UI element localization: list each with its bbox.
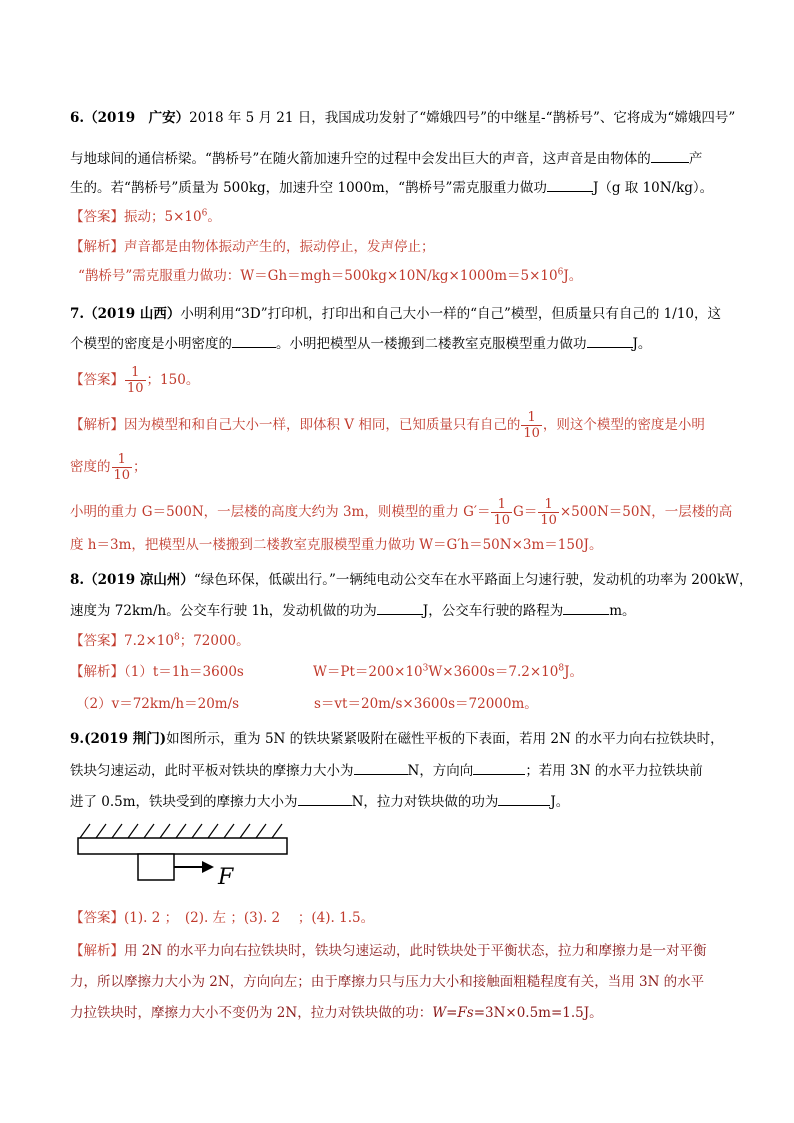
q6-source: （2019 广安）: [84, 110, 190, 126]
q9-line-1: [70, 729, 724, 749]
q7-text: 小明利用“3D”打印机，打印出和自己大小一样的“自己”模型，但质量只有自己的 1/10，这: [180, 306, 722, 322]
analysis-text: J。: [563, 268, 583, 284]
analysis-text: 力，所以摩擦力大小为 2N，方向向左；由于摩擦力只与压力大小和接触面粗糙程度有关，当用 3N 的水平: [70, 974, 705, 990]
analysis-text: 声音都是由物体振动产生的，振动停止，发声停止；: [124, 239, 435, 255]
q8-text: J，公交车行驶的路程为: [422, 603, 564, 619]
q6-text: 与地球间的通信桥梁。“鹊桥号”在随火箭加速升空的过程中会发出巨大的声音，这声音是由物体的: [70, 151, 651, 167]
q7-line-1: [70, 304, 721, 324]
answer-tag: 【答案】: [70, 633, 124, 649]
q8-analysis-2-formula: [314, 694, 538, 714]
q7-analysis-1: [70, 410, 705, 441]
ceiling-hatching: [80, 824, 282, 838]
answer-tag: 【答案】: [70, 910, 124, 926]
exponent: 6: [201, 208, 208, 219]
q8-number: 8.: [70, 572, 85, 588]
analysis-text: 小明的重力 G＝500N，一层楼的高度大约为 3m，则模型的重力 G′＝: [70, 504, 491, 520]
arrow-head-icon: [202, 861, 214, 873]
q9-text: J。: [550, 794, 570, 810]
q7-answer: [70, 365, 199, 396]
q9-line-3: [70, 791, 569, 812]
fraction-denominator: 10: [523, 426, 540, 441]
q6-line-2: [70, 148, 702, 169]
q8-analysis-1: [70, 662, 244, 682]
q7-analysis-2: [70, 452, 147, 483]
q8-answer: [70, 631, 250, 651]
fraction-numerator: 1: [112, 452, 133, 468]
fraction: [125, 365, 146, 396]
q9-answer: [70, 908, 374, 928]
exponent: 3: [422, 663, 429, 674]
magnetic-plate: [78, 838, 287, 854]
q7-analysis-4: [70, 535, 602, 555]
answer-tag: 【答案】: [70, 372, 124, 388]
analysis-text: 因为模型和和自己大小一样，即体积 V 相同，已知质量只有自己的: [124, 417, 521, 433]
q8-text: 速度为 72km/h。公交车行驶 1h，发动机做的功为: [70, 603, 377, 619]
fraction: [491, 497, 512, 528]
analysis-text: 密度的: [70, 459, 111, 475]
q9-text: 进了 0.5m，铁块受到的摩擦力大小为: [70, 794, 298, 810]
analysis-tag: 【解析】: [70, 664, 124, 680]
answer-text: 7.2×10: [124, 633, 174, 649]
analysis-text: （2）v＝72km/h＝20m/s: [76, 696, 240, 712]
answer-tag: 【答案】: [70, 209, 124, 225]
analysis-formula: W=Fs: [432, 1005, 474, 1021]
analysis-tag: 【解析】: [70, 943, 124, 959]
analysis-text: （1）t＝1h＝3600s: [124, 664, 244, 680]
fraction: [112, 452, 133, 483]
analysis-tag: 【解析】: [70, 239, 124, 255]
analysis-text: 度 h＝3m，把模型从一楼搬到二楼教室克服模型重力做功 W＝G′h＝50N×3m＝150J。: [70, 537, 603, 553]
q8-line-1: [70, 570, 753, 590]
q9-text: ；若用 3N 的水平力拉铁块前: [525, 763, 703, 779]
q9-source: (2019 荆门): [84, 731, 167, 747]
q9-analysis-1: [70, 941, 706, 961]
magnetic-plate-figure: [76, 818, 296, 888]
q9-text: N，拉力对铁块做的功为: [351, 794, 499, 810]
analysis-text: 力拉铁块时，摩擦力大小不变仍为 2N，拉力对铁块做的功：: [70, 1005, 433, 1021]
q7-text: 个模型的密度是小明密度的: [70, 336, 232, 352]
answer-blank: [354, 760, 408, 775]
q6-analysis-1: [70, 237, 435, 257]
fraction-numerator: 1: [125, 365, 146, 381]
analysis-text: 用 2N 的水平力向右拉铁块时，铁块匀速运动，此时铁块处于平衡状态，拉力和摩擦力是一对平衡: [124, 943, 707, 959]
analysis-text: W×3600s＝7.2×10: [428, 664, 559, 680]
q7-number: 7.: [70, 306, 85, 322]
fraction-denominator: 10: [127, 381, 144, 396]
exponent: 8: [173, 632, 180, 643]
q6-text: 产: [688, 151, 703, 167]
q7-line-2: [70, 333, 651, 354]
analysis-text: s＝vt＝20m/s×3600s＝72000m。: [314, 696, 538, 712]
analysis-text: G＝: [513, 504, 538, 520]
exponent: 6: [557, 267, 564, 278]
answer-text: ；72000。: [179, 633, 250, 649]
fraction-numerator: 1: [521, 410, 542, 426]
q7-text: 。小明把模型从一楼搬到二楼教室克服模型重力做功: [276, 336, 587, 352]
q6-answer: [70, 207, 221, 227]
answer-blank: [377, 600, 423, 615]
analysis-text: W＝Pt＝200×10: [313, 664, 423, 680]
q8-analysis-1-formula: [313, 662, 583, 682]
q8-text: m。: [609, 603, 636, 619]
q6-text: 2018 年 5 月 21 日，我国成功发射了“嫦娥四号”的中继星-“鹊桥号”、它将成为“嫦娥四号”: [189, 110, 736, 126]
q7-text: J。: [632, 336, 652, 352]
analysis-text: “鹊桥号”需克服重力做功：W＝Gh＝mgh＝500kg×10N/kg×1000m＝5×10: [78, 268, 558, 284]
q9-text: 铁块匀速运动，此时平板对铁块的摩擦力大小为: [70, 763, 354, 779]
q9-analysis-3: [70, 1003, 603, 1023]
q8-analysis-2: [76, 694, 239, 714]
q9-text: 如图所示，重为 5N 的铁块紧紧吸附在磁性平板的下表面，若用 2N 的水平力向右拉铁块时，: [166, 731, 724, 747]
analysis-text: ×500N＝50N，一层楼的高: [559, 504, 733, 520]
answer-blank: [587, 333, 633, 348]
answer-blank: [473, 760, 525, 775]
fraction-denominator: 10: [113, 468, 131, 483]
q9-text: N，方向向: [407, 763, 474, 779]
q9-line-2: [70, 760, 703, 781]
force-label: F: [218, 865, 234, 888]
q6-text: J（g 取 10N/kg）。: [592, 180, 714, 196]
q9-analysis-2: [70, 972, 704, 992]
analysis-text: ；: [133, 459, 147, 475]
q6-analysis-2: [78, 266, 582, 286]
answer-blank: [563, 600, 609, 615]
answer-blank: [651, 148, 689, 163]
answer-blank: [498, 791, 550, 806]
fraction-numerator: 1: [538, 497, 559, 513]
analysis-text: ，则这个模型的密度是小明: [542, 417, 705, 433]
q8-text: “绿色环保，低碳出行。”一辆纯电动公交车在水平路面上匀速行驶，发动机的功率为 200kW，: [193, 572, 753, 588]
fraction: [521, 410, 542, 441]
answer-text: (1). 2 ； (2). 左 ；(3). 2 ；(4). 1.5。: [124, 910, 375, 926]
iron-block: [138, 854, 174, 880]
q6-number: 6.: [70, 110, 85, 126]
q6-line-3: [70, 177, 713, 198]
q8-line-2: [70, 600, 636, 621]
q7-analysis-3: [70, 497, 732, 528]
fraction: [538, 497, 559, 528]
q6-line-1: [70, 108, 735, 128]
fraction-numerator: 1: [491, 497, 512, 513]
answer-blank: [547, 177, 593, 192]
answer-text: 。: [207, 209, 221, 225]
q6-text: 生的。若“鹊桥号”质量为 500kg，加速升空 1000m，“鹊桥号”需克服重力做功: [70, 180, 547, 196]
answer-blank: [232, 333, 276, 348]
q9-number: 9.: [70, 731, 85, 747]
q8-source: （2019 凉山州）: [84, 572, 194, 588]
answer-text: ；150。: [146, 372, 200, 388]
fraction-denominator: 10: [540, 513, 557, 528]
q7-source: （2019 山西）: [84, 306, 181, 322]
answer-blank: [298, 791, 352, 806]
analysis-text: =3N×0.5m=1.5J。: [473, 1005, 603, 1021]
exponent: 8: [558, 663, 565, 674]
analysis-tag: 【解析】: [70, 417, 124, 433]
answer-text: 振动；5×10: [124, 209, 202, 225]
analysis-text: J。: [564, 664, 583, 680]
fraction-denominator: 10: [493, 513, 511, 528]
